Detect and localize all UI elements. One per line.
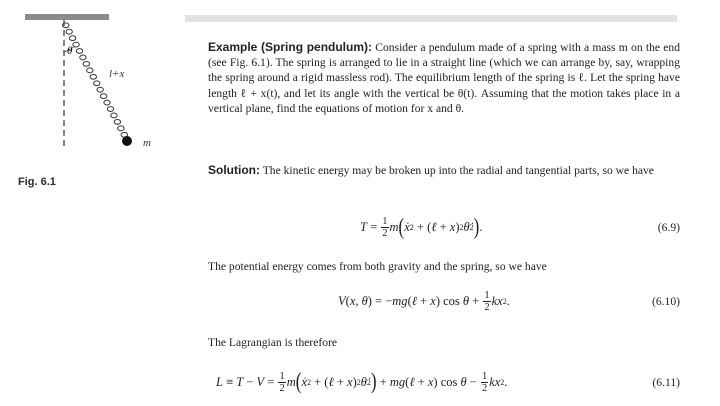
equation-number: (6.10) <box>651 294 680 308</box>
spring-coil-loop <box>73 42 79 47</box>
spring-coil-loop <box>114 119 120 124</box>
spring-coil-loop <box>80 55 86 60</box>
spring-pendulum-figure <box>0 0 180 200</box>
spring-coil-loop <box>118 126 124 131</box>
potential-intro: The potential energy comes from both gravity and the spring, so we have <box>208 260 547 273</box>
spring-coil-loop <box>100 94 106 99</box>
lagrangian-formula: L ≡ T − V = $\frac{1}{2}$ m ( ẋ 2 + ( ℓ + x ) 2 θ̇ 2 ) + mg ( ℓ + x ) cos θ − $\frac{1}{2}$ kx 2 . <box>216 368 508 395</box>
spring-coil-loop <box>90 74 96 79</box>
spring-coil-loop <box>111 113 117 118</box>
solution-heading: Solution: <box>208 163 260 177</box>
lagrangian-intro: The Lagrangian is therefore <box>208 336 338 349</box>
spring-coil-loop <box>104 100 110 105</box>
mass-bob <box>122 136 132 146</box>
mass-label: m <box>143 137 151 149</box>
spring-coil-loop <box>76 49 82 54</box>
example-paragraph <box>208 40 680 116</box>
spring-coil-loop <box>94 81 100 86</box>
solution-text: The kinetic energy may be broken up into the radial and tangential parts, so we have <box>262 164 654 177</box>
pendulum-diagram <box>0 0 180 200</box>
spring-coil-loop <box>66 29 72 34</box>
spring-coil-loop <box>97 87 103 92</box>
kinetic-energy-formula: T = $\frac{1}{2}$ m ( ẋ 2 + ( ℓ + x ) 2 θ̇ 2 ) . <box>360 213 483 240</box>
angle-label: θ <box>67 45 73 57</box>
example-text: Consider a pendulum made of a spring with a mass m on the end (see Fig. 6.1). The spring is arranged to lie in a straight line (which we can arrange by, say, wrapping the spring around a rigid massless rod). The equilibrium length of the spring is ℓ. Let the spring have length ℓ + x(t), and let its angle with the vertical be θ(t). Assuming that the motion takes place in a vertical plane, find the equations of motion for x and θ. <box>208 41 680 115</box>
length-label: l+x <box>109 68 125 80</box>
equation-number: (6.9) <box>657 220 680 234</box>
potential-energy-formula: V ( x , θ ) = − mg ( ℓ + x ) cos θ + $\frac{1}{2}$ kx 2 . <box>338 289 510 313</box>
spring-coil-loop <box>69 36 75 41</box>
solution-paragraph <box>208 163 680 178</box>
header-rule <box>185 15 677 22</box>
spring-coil-loop <box>107 107 113 112</box>
equation-6-11 <box>208 367 680 397</box>
equation-6-9 <box>208 212 680 242</box>
equation-6-10 <box>208 286 680 316</box>
example-heading: Example (Spring pendulum): <box>208 40 373 54</box>
spring-coil <box>63 23 128 137</box>
ceiling-support <box>25 14 109 20</box>
equation-number: (6.11) <box>652 375 680 389</box>
spring-coil-loop <box>83 61 89 66</box>
figure-caption: Fig. 6.1 <box>18 176 56 188</box>
spring-coil-loop <box>87 68 93 73</box>
